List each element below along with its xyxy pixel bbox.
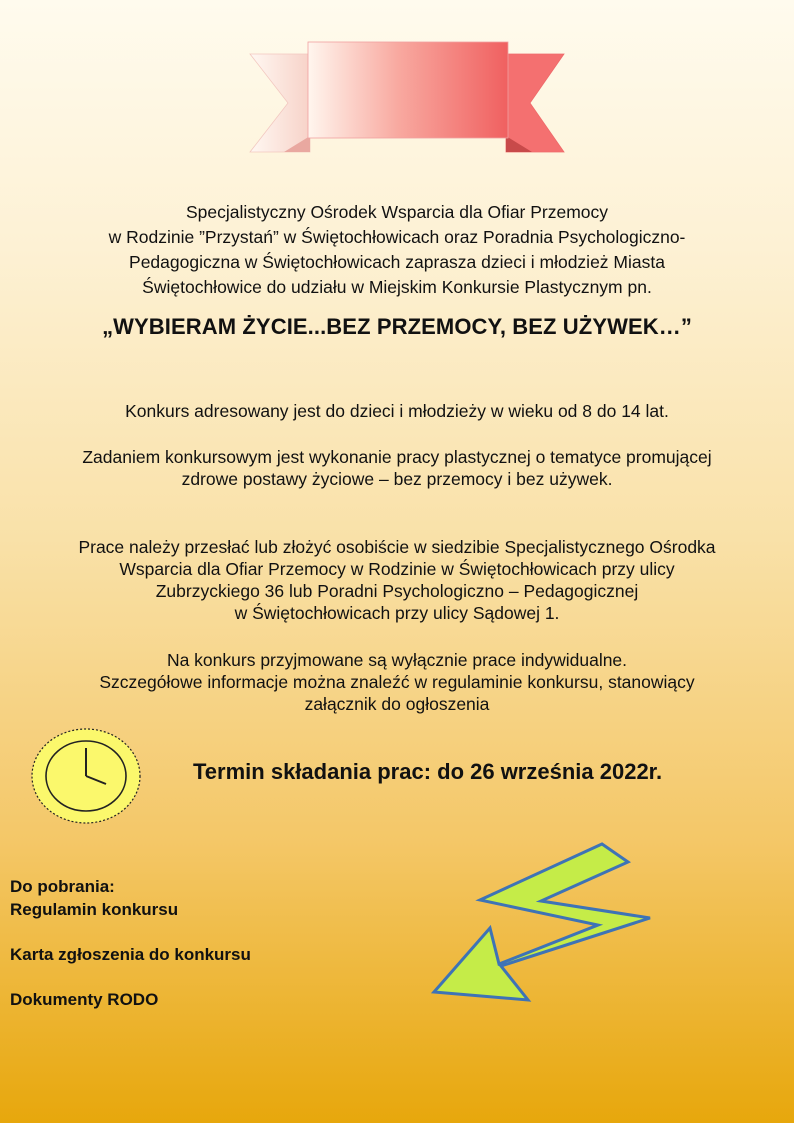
info-line: załącznik do ogłoszenia [304,694,490,714]
submission-line: Prace należy przesłać lub złożyć osobiście w siedzibie Specjalistycznego Ośrodka [78,537,716,557]
age-line: Konkurs adresowany jest do dzieci i młodzieży w wieku od 8 do 14 lat. [125,401,669,421]
additional-info [0,649,794,715]
downloads-section [10,875,251,1011]
intro-line: Specjalistyczny Ośrodek Wsparcia dla Ofiar Przemocy [185,202,609,222]
info-line: Szczegółowe informacje można znaleźć w regulaminie konkursu, stanowiący [99,672,695,692]
task-line: zdrowe postawy życiowe – bez przemocy i bez używek. [181,469,613,489]
age-info [0,400,794,422]
submission-info [0,536,794,624]
task-line: Zadaniem konkursowym jest wykonanie pracy plastycznej o tematyce promującej [82,447,712,467]
submission-line: Wsparcia dla Ofiar Przemocy w Rodzinie w Świętochłowicach przy ulicy [119,559,675,579]
clock-icon [30,727,142,825]
application-form-link[interactable]: Karta zgłoszenia do konkursu [10,945,251,964]
submission-line: Zubrzyckiego 36 lub Poradni Psychologiczno – Pedagogicznej [155,581,639,601]
intro-line: Pedagogiczna w Świętochłowicach zaprasza dzieci i młodzież Miasta [129,252,665,272]
contest-slogan: „WYBIERAM ŻYCIE...BEZ PRZEMOCY, BEZ UŻYWEK…” [102,314,692,339]
info-line: Na konkurs przyjmowane są wyłącznie prace indywidualne. [166,650,628,670]
intro-line: Świętochłowice do udziału w Miejskim Konkursie Plastycznym pn. [142,277,652,297]
gdpr-documents-link[interactable]: Dokumenty RODO [10,990,159,1009]
submission-line: w Świętochłowicach przy ulicy Sądowej 1. [234,603,560,623]
zigzag-arrow-icon [430,840,660,1005]
intro-line: w Rodzinie ”Przystań” w Świętochłowicach oraz Poradnia Psychologiczno- [108,227,686,247]
task-info [0,446,794,490]
ribbon-banner [248,40,566,156]
regulations-link[interactable]: Regulamin konkursu [10,900,179,919]
downloads-heading: Do pobrania: [10,877,115,896]
submission-deadline: Termin składania prac: do 26 września 2022r. [193,759,663,784]
intro-paragraph [0,200,794,300]
